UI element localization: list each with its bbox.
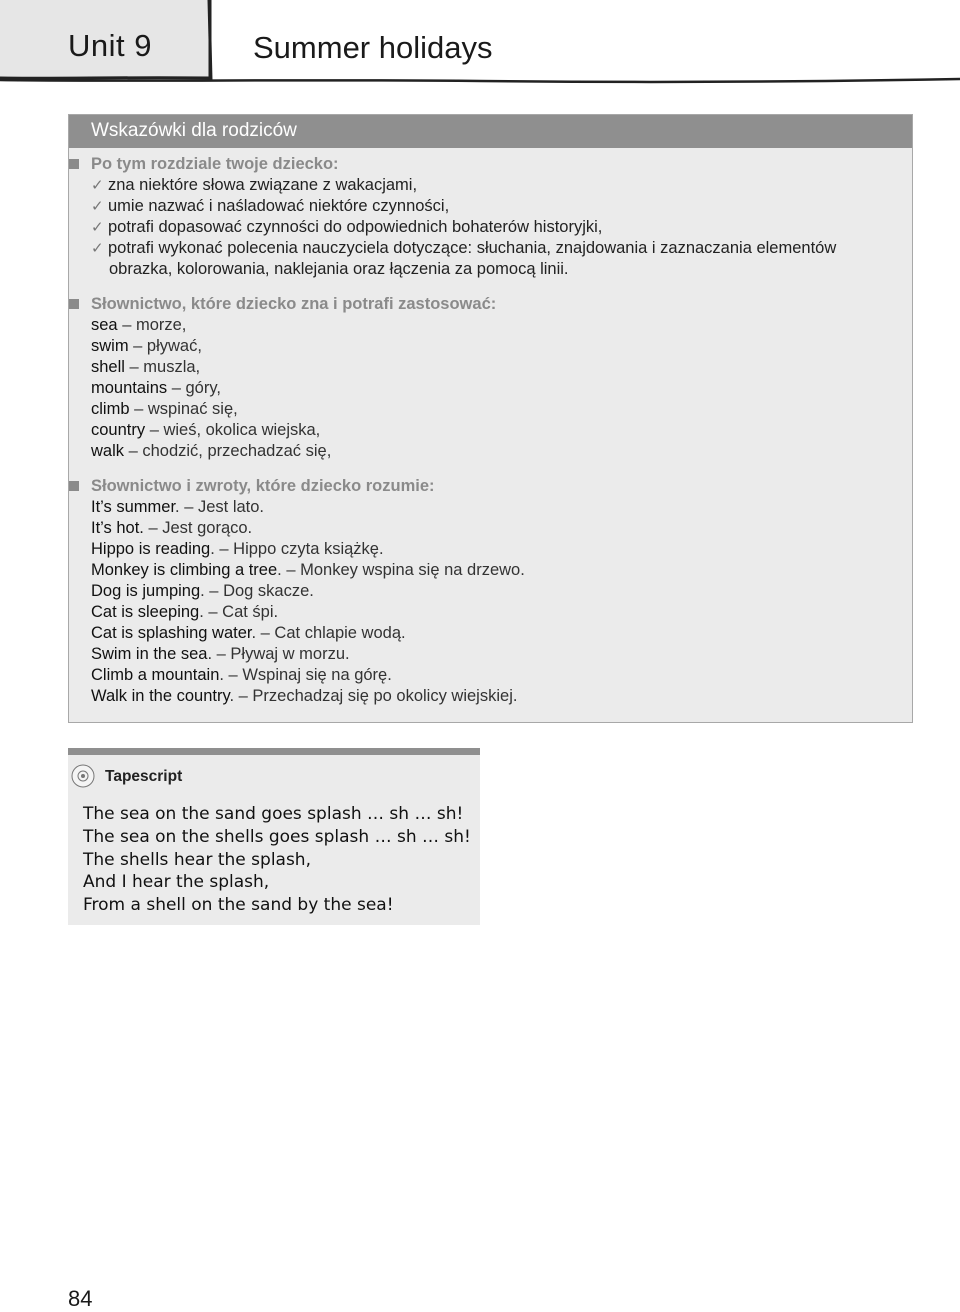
check-icon: ✓ — [91, 198, 104, 215]
tips-header — [69, 115, 912, 148]
vocab-item: shell – muszla, — [91, 358, 201, 376]
list-item: ✓ zna niektóre słowa związane z wakacjami, — [91, 176, 418, 194]
tapescript-box — [68, 748, 480, 925]
tips-title: Wskazówki dla rodziców — [91, 120, 297, 141]
unit-label: Unit 9 — [68, 28, 152, 63]
vocab-item: mountains – góry, — [91, 379, 221, 397]
list-item: ✓ potrafi wykonać polecenia nauczyciela dotyczące: słuchania, znajdowania i zaznaczania elementów — [91, 239, 837, 257]
phrase-item: Cat is splashing water. – Cat chlapie wodą. — [91, 624, 406, 642]
phrase-item: Walk in the country. – Przechadzaj się po okolicy wiejskiej. — [91, 687, 518, 705]
phrase-item: It’s hot. – Jest gorąco. — [91, 519, 253, 537]
tapescript-title: Tapescript — [105, 768, 183, 785]
page-header — [0, 0, 960, 90]
page-number: 84 — [68, 1286, 93, 1311]
section-bullet-square — [69, 299, 79, 309]
section-bullet-square — [69, 481, 79, 491]
tapescript-line: The shells hear the splash, — [83, 850, 311, 870]
section-bullet-square — [69, 159, 79, 169]
unit-title: Summer holidays — [253, 30, 493, 65]
section-heading: Słownictwo, które dziecko zna i potrafi zastosować: — [91, 295, 497, 313]
phrase-item: Climb a mountain. – Wspinaj się na górę. — [91, 666, 392, 684]
phrase-item: Dog is jumping. – Dog skacze. — [91, 582, 314, 600]
parent-tips-box — [68, 114, 913, 723]
list-item-continuation: obrazka, kolorowania, naklejania oraz łączenia za pomocą linii. — [109, 260, 569, 278]
section-heading: Słownictwo i zwroty, które dziecko rozumie: — [91, 477, 435, 495]
tapescript-line: And I hear the splash, — [83, 872, 270, 892]
section-heading: Po tym rozdziale twoje dziecko: — [91, 155, 339, 173]
check-icon: ✓ — [91, 219, 104, 236]
tapescript-line: From a shell on the sand by the sea! — [83, 895, 394, 915]
vocab-item: sea – morze, — [91, 316, 187, 334]
tapescript-line: The sea on the shells goes splash … sh … sh! — [83, 827, 471, 847]
check-icon: ✓ — [91, 240, 104, 257]
vocab-item: swim – pływać, — [91, 337, 202, 355]
cd-icon — [71, 764, 95, 788]
phrase-item: It’s summer. – Jest lato. — [91, 498, 265, 516]
phrase-item: Swim in the sea. – Pływaj w morzu. — [91, 645, 350, 663]
list-item: ✓ umie nazwać i naśladować niektóre czynności, — [91, 197, 450, 215]
vocab-item: country – wieś, okolica wiejska, — [91, 421, 321, 439]
phrase-item: Hippo is reading. – Hippo czyta książkę. — [91, 540, 384, 558]
check-icon: ✓ — [91, 177, 104, 194]
phrase-item: Cat is sleeping. – Cat śpi. — [91, 603, 279, 621]
vocab-item: climb – wspinać się, — [91, 400, 238, 418]
tapescript-line: The sea on the sand goes splash … sh … sh! — [83, 804, 464, 824]
list-item: ✓ potrafi dopasować czynności do odpowiednich bohaterów historyjki, — [91, 218, 603, 236]
vocab-item: walk – chodzić, przechadzać się, — [91, 442, 332, 460]
phrase-item: Monkey is climbing a tree. – Monkey wspina się na drzewo. — [91, 561, 525, 579]
